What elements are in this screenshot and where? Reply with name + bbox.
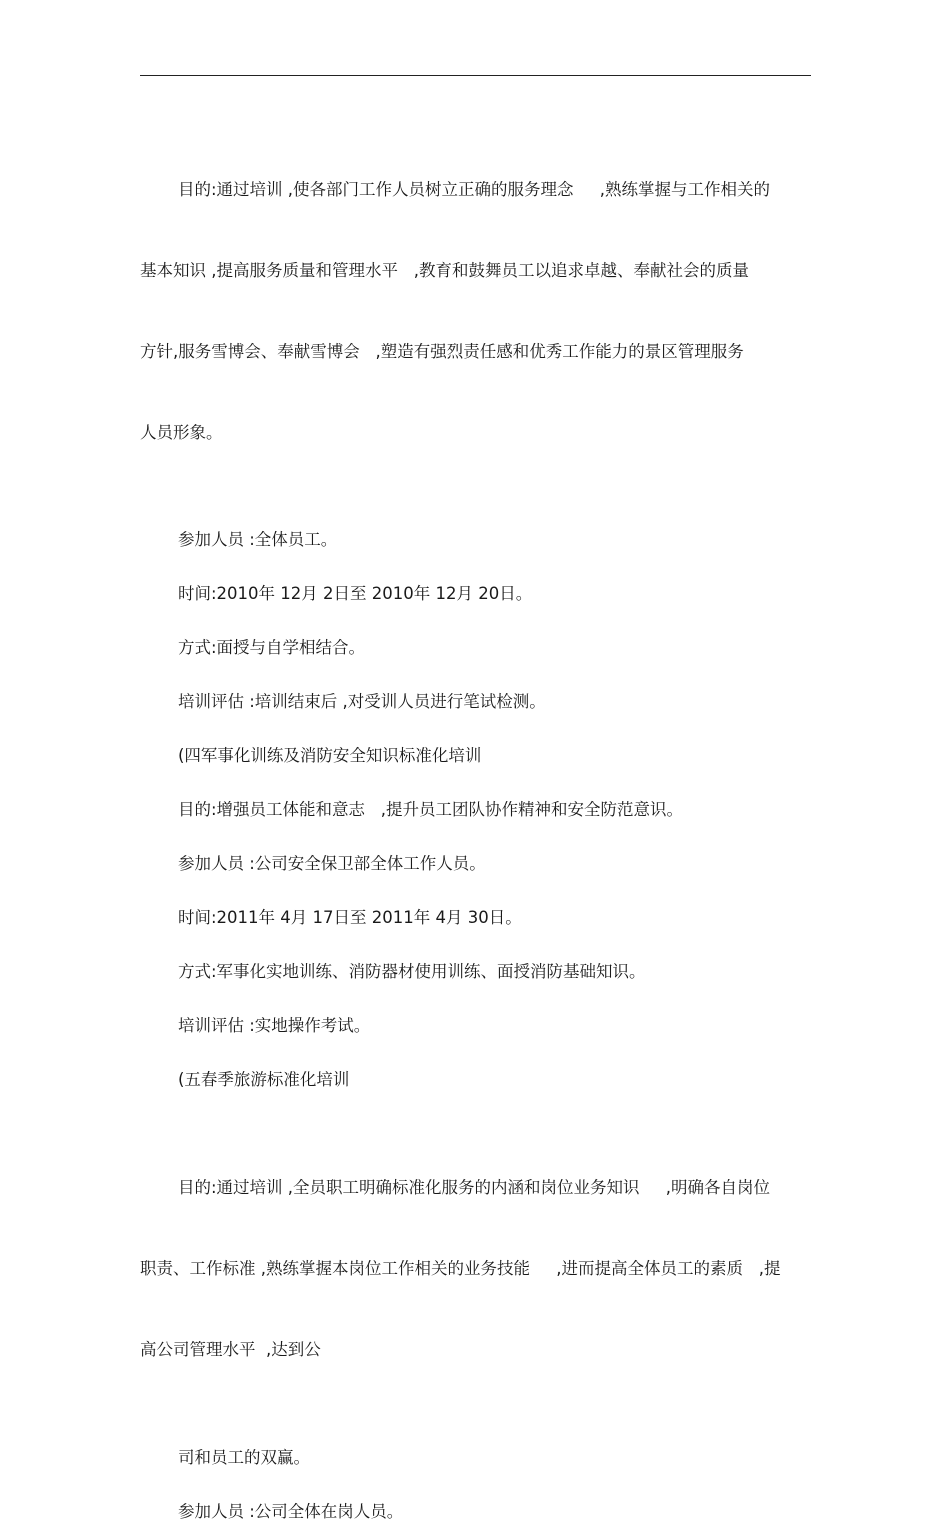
section4-evaluation: 培训评估 :实地操作考试。 xyxy=(178,1016,371,1035)
section4-heading: (四军事化训练及消防安全知识标准化培训 xyxy=(178,746,482,765)
text-line: 目的:通过培训 ,全员职工明确标准化服务的内涵和岗位业务知识 ,明确各自岗位 xyxy=(178,1178,771,1197)
section5-participants: 参加人员 :公司全体在岗人员。 xyxy=(178,1502,404,1521)
text-line: 方针,服务雪博会、奉献雪博会 ,塑造有强烈责任感和优秀工作能力的景区管理服务 xyxy=(140,342,744,361)
text-line: 基本知识 ,提高服务质量和管理水平 ,教育和鼓舞员工以追求卓越、奉献社会的质量 xyxy=(140,261,749,280)
text-line: 目的:通过培训 ,使各部门工作人员树立正确的服务理念 ,熟练掌握与工作相关的 xyxy=(178,180,771,199)
section5-purpose-continued: 司和员工的双赢。 xyxy=(178,1448,310,1467)
section3-method: 方式:面授与自学相结合。 xyxy=(178,638,366,657)
document-body xyxy=(140,122,820,1525)
section3-time: 时间:2010年 12月 2日至 2010年 12月 20日。 xyxy=(178,584,533,603)
section5-heading: (五春季旅游标准化培训 xyxy=(178,1070,350,1089)
section4-time: 时间:2011年 4月 17日至 2011年 4月 30日。 xyxy=(178,908,522,927)
section4-method: 方式:军事化实地训练、消防器材使用训练、面授消防基础知识。 xyxy=(178,962,646,981)
text-line: 高公司管理水平 ,达到公 xyxy=(140,1340,321,1359)
text-line: 人员形象。 xyxy=(140,423,223,442)
section3-evaluation: 培训评估 :培训结束后 ,对受训人员进行笔试检测。 xyxy=(178,692,546,711)
header-rule xyxy=(140,75,811,76)
section3-purpose xyxy=(140,122,820,500)
text-line: 职责、工作标准 ,熟练掌握本岗位工作相关的业务技能 ,进而提高全体员工的素质 ,提 xyxy=(140,1259,781,1278)
section4-purpose: 目的:增强员工体能和意志 ,提升员工团队协作精神和安全防范意识。 xyxy=(178,800,684,819)
section3-participants: 参加人员 :全体员工。 xyxy=(178,530,338,549)
section4-participants: 参加人员 :公司安全保卫部全体工作人员。 xyxy=(178,854,486,873)
section5-purpose xyxy=(140,1120,820,1417)
